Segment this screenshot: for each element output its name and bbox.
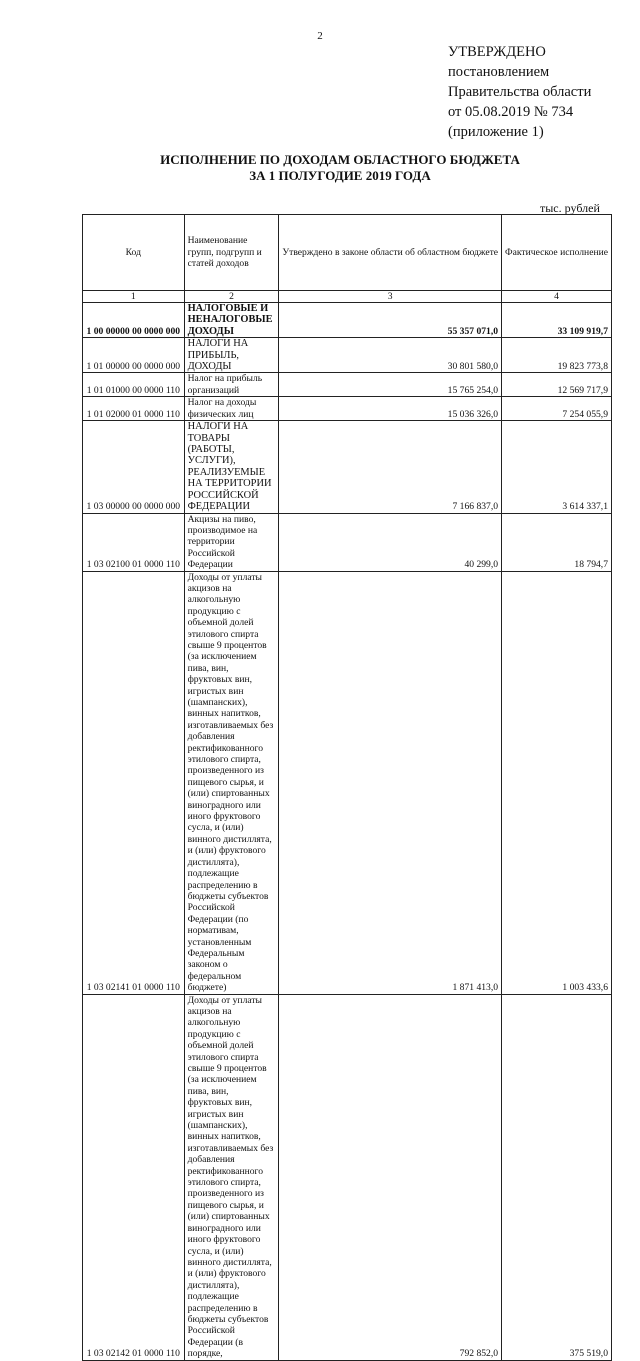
row-actual: 33 109 919,7: [502, 303, 612, 338]
header-name: Наименование групп, подгрупп и статей доходов: [184, 215, 279, 291]
header-code: Код: [83, 215, 185, 291]
column-index: 1: [83, 291, 185, 303]
column-index: 4: [502, 291, 612, 303]
column-index: 2: [184, 291, 279, 303]
row-code: 1 01 00000 00 0000 000: [83, 338, 185, 373]
row-name: НАЛОГИ НА ПРИБЫЛЬ, ДОХОДЫ: [184, 338, 279, 373]
row-approved: 55 357 071,0: [279, 303, 502, 338]
row-code: 1 01 01000 00 0000 110: [83, 373, 185, 397]
row-code: 1 03 02141 01 0000 110: [83, 571, 185, 994]
row-name: Налог на прибыль организаций: [184, 373, 279, 397]
row-code: 1 03 00000 00 0000 000: [83, 421, 185, 513]
row-name: НАЛОГИ НА ТОВАРЫ (РАБОТЫ, УСЛУГИ), РЕАЛИЗУЕМЫЕ НА ТЕРРИТОРИИ РОССИЙСКОЙ ФЕДЕРАЦИИ: [184, 421, 279, 513]
row-actual: 7 254 055,9: [502, 397, 612, 421]
approval-line: (приложение 1): [448, 124, 544, 140]
row-actual: 1 003 433,6: [502, 571, 612, 994]
approval-block: [448, 42, 633, 142]
row-approved: 15 765 254,0: [279, 373, 502, 397]
row-approved: 30 801 580,0: [279, 338, 502, 373]
table-row: [83, 994, 612, 1360]
row-approved: 40 299,0: [279, 513, 502, 571]
row-approved: 1 871 413,0: [279, 571, 502, 994]
header-actual: Фактическое исполнение: [502, 215, 612, 291]
approval-line: от 05.08.2019 № 734: [448, 104, 574, 120]
row-approved: 15 036 326,0: [279, 397, 502, 421]
approval-line: УТВЕРЖДЕНО: [448, 44, 546, 60]
row-actual: 12 569 717,9: [502, 373, 612, 397]
row-actual: 3 614 337,1: [502, 421, 612, 513]
table-row: [83, 397, 612, 421]
row-name: НАЛОГОВЫЕ И НЕНАЛОГОВЫЕ ДОХОДЫ: [184, 303, 279, 338]
row-name: Акцизы на пиво, производимое на территории Российской Федерации: [184, 513, 279, 571]
approval-line: Правительства области: [448, 84, 592, 100]
table-row: [83, 338, 612, 373]
column-index: 3: [279, 291, 502, 303]
approval-line: постановлением: [448, 64, 550, 80]
row-actual: 18 794,7: [502, 513, 612, 571]
row-code: 1 03 02100 01 0000 110: [83, 513, 185, 571]
page-number: 2: [317, 30, 323, 42]
table-row: [83, 513, 612, 571]
table-row: [83, 373, 612, 397]
header-approved: Утверждено в законе области об областном бюджете: [279, 215, 502, 291]
title-line: ЗА 1 ПОЛУГОДИЕ 2019 ГОДА: [249, 168, 431, 183]
row-code: 1 01 02000 01 0000 110: [83, 397, 185, 421]
table-header-row: [83, 215, 612, 291]
table-row: [83, 303, 612, 338]
row-actual: 19 823 773,8: [502, 338, 612, 373]
column-index-row: [83, 291, 612, 303]
row-name: Доходы от уплаты акцизов на алкогольную продукцию с объемной долей этилового спирта свыше 9 процентов (за исключением пива, вин, фруктовых вин, игристых вин (шампанских), винных напитков, изготавливаемых без добавления ректификованного этилового спирта, произведенного из пищевого сырья, и (или) спиртованных виноградного или иного фруктового сусла, и (или) винного дистиллята, и (или) фруктового дистиллята), подлежащие распределению в бюджеты субъектов Российской Федерации (в порядке,: [184, 994, 279, 1360]
row-name: Доходы от уплаты акцизов на алкогольную продукцию с объемной долей этилового спирта свыше 9 процентов (за исключением пива, вин, фруктовых вин, игристых вин (шампанских), винных напитков, изготавливаемых без добавления ректификованного этилового спирта, произведенного из пищевого сырья, и (или) спиртованных виноградного или иного фруктового сусла, и (или) винного дистиллята, и (или) фруктового дистиллята), подлежащие распределению в бюджеты субъектов Российской Федерации (по нормативам, установленным Федеральным законом о федеральном бюджете): [184, 571, 279, 994]
table-row: [83, 421, 612, 513]
document-title: [0, 152, 640, 184]
row-name: Налог на доходы физических лиц: [184, 397, 279, 421]
row-code: 1 00 00000 00 0000 000: [83, 303, 185, 338]
row-code: 1 03 02142 01 0000 110: [83, 994, 185, 1360]
table-row: [83, 571, 612, 994]
revenue-table: [82, 214, 612, 1361]
title-line: ИСПОЛНЕНИЕ ПО ДОХОДАМ ОБЛАСТНОГО БЮДЖЕТА: [160, 152, 520, 167]
row-actual: 375 519,0: [502, 994, 612, 1360]
row-approved: 7 166 837,0: [279, 421, 502, 513]
unit-label: тыс. рублей: [540, 201, 600, 215]
row-approved: 792 852,0: [279, 994, 502, 1360]
